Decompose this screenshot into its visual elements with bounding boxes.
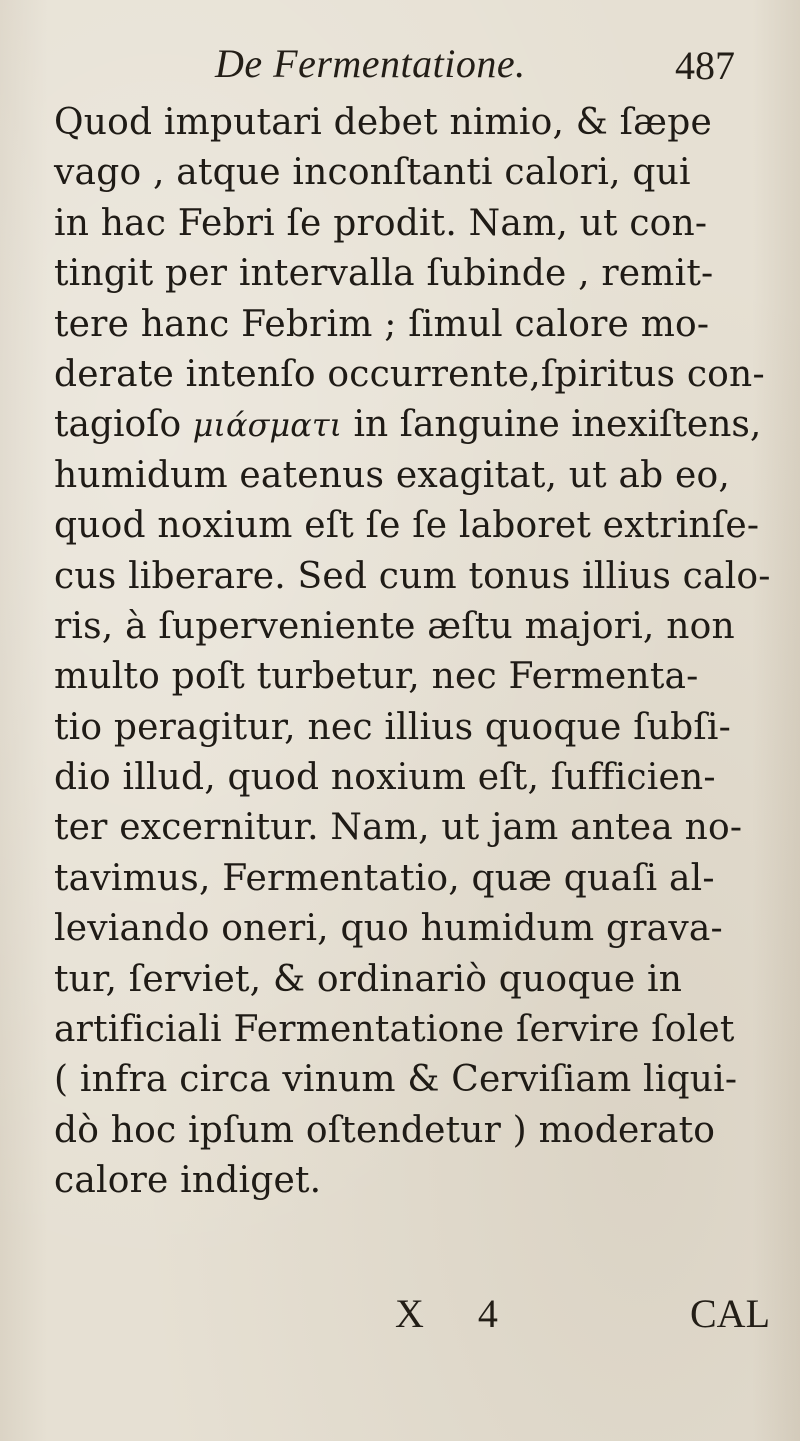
greek-word: μιάσματι [192, 406, 343, 445]
running-title: De Fermentatione. [215, 41, 526, 86]
text-line: calore indiget. [54, 1160, 322, 1202]
text-line: tavimus, Fermentatio, quæ quaſi al- [54, 857, 715, 899]
text-line [54, 400, 774, 450]
text-line: cus liberare. Sed cum tonus illius calo- [54, 555, 771, 597]
text-line: leviando oneri, quo humidum grava- [54, 908, 723, 950]
text-line: tio peragitur, nec illius quoque ſubſi- [54, 706, 731, 748]
text-line: ( infra circa vinum & Cerviſiam liqui- [54, 1059, 738, 1101]
text-line: tere hanc Febrim ; ſimul calore mo- [54, 303, 710, 345]
text-line: quod noxium eſt ſe ſe laboret extrinſe- [54, 505, 760, 547]
text-line: multo poſt turbetur, nec Fermenta- [54, 656, 699, 698]
text-line: dò hoc ipſum oſtendetur ) moderato [54, 1109, 716, 1151]
text-line: tingit per intervalla ſubinde , remit- [54, 253, 714, 295]
page-header [215, 40, 735, 96]
text-line: artificiali Fermentatione ſervire ſolet [54, 1009, 735, 1051]
text-line: derate intenſo occurrente,ſpiritus con- [54, 353, 765, 395]
text-line: vago , atque inconſtanti calori, qui [54, 152, 691, 194]
text-line: dio illud, quod noxium eſt, ſufficien- [54, 757, 716, 799]
catchword: CAL [690, 1291, 770, 1336]
text-segment: tagioſo [54, 404, 193, 446]
page-number: 487 [675, 43, 735, 88]
text-line: ris, à ſuperveniente æſtu majori, non [54, 605, 735, 647]
body-text [54, 98, 774, 1207]
text-line: ter excernitur. Nam, ut jam antea no- [54, 807, 743, 849]
page-footer [0, 1290, 800, 1350]
text-line: humidum eatenus exagitat, ut ab eo, [54, 454, 731, 496]
text-line: Quod imputari debet nimio, & ſæpe [54, 102, 712, 143]
text-segment: in ſanguine inexiſtens, [342, 404, 762, 446]
text-line: in hac Febri ſe prodit. Nam, ut con- [54, 202, 708, 244]
text-line: tur, ſerviet, & ordinariò quoque in [54, 958, 683, 1000]
signature-mark: X 4 [395, 1291, 520, 1336]
